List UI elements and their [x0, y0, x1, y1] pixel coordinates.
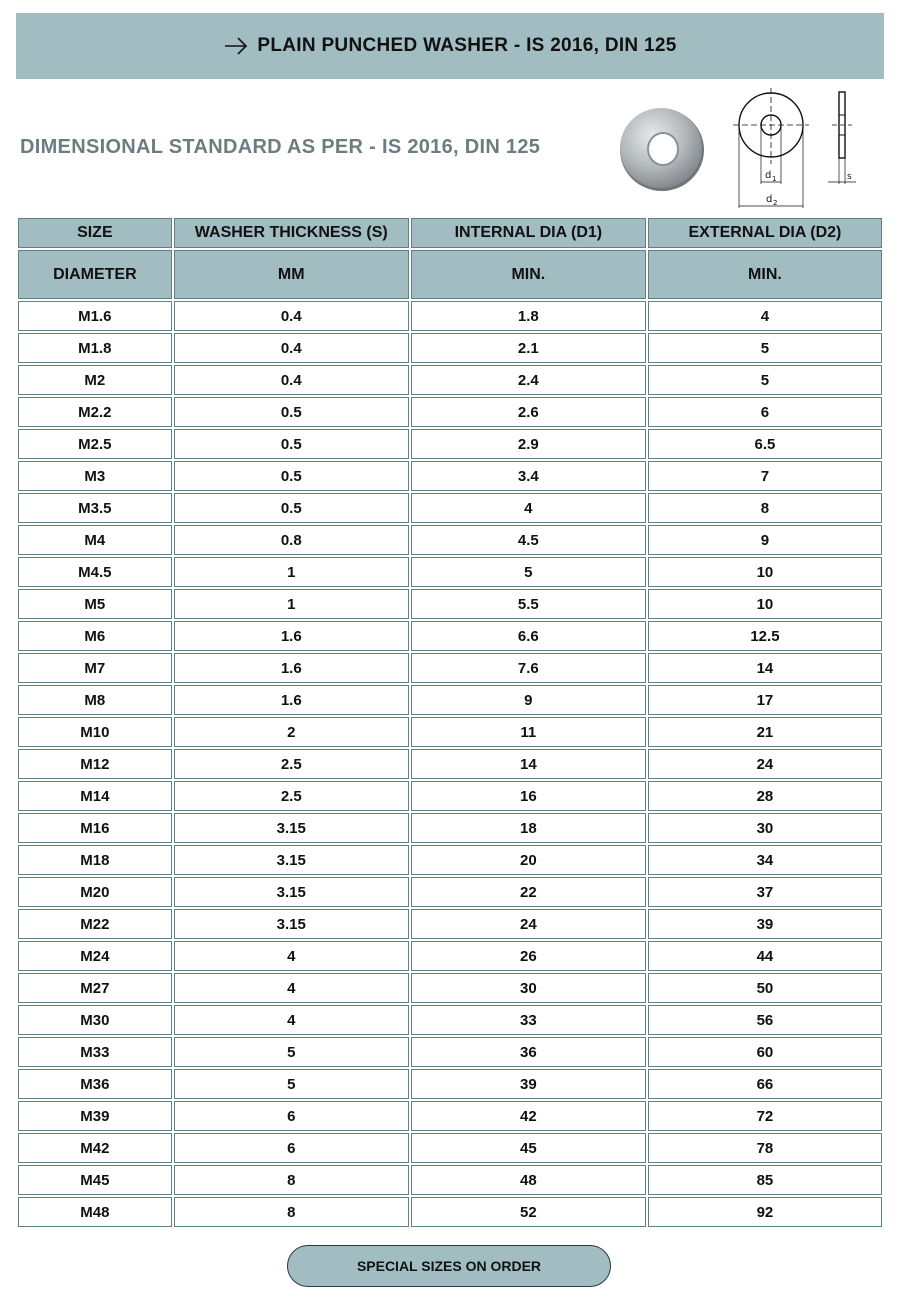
internal-dia-cell: 20: [411, 845, 646, 875]
thickness-cell: 3.15: [174, 845, 409, 875]
special-sizes-button[interactable]: SPECIAL SIZES ON ORDER: [287, 1245, 611, 1287]
subheader-min-d2: MIN.: [648, 250, 882, 299]
thickness-cell: 1.6: [174, 621, 409, 651]
size-cell: M1.6: [18, 301, 172, 331]
size-cell: M48: [18, 1197, 172, 1227]
size-cell: M2.2: [18, 397, 172, 427]
table-body: [18, 301, 882, 1227]
table-row: [18, 1069, 882, 1099]
internal-dia-cell: 7.6: [411, 653, 646, 683]
internal-dia-cell: 52: [411, 1197, 646, 1227]
thickness-cell: 0.4: [174, 301, 409, 331]
external-dia-cell: 56: [648, 1005, 882, 1035]
table-row: [18, 717, 882, 747]
internal-dia-cell: 2.1: [411, 333, 646, 363]
external-dia-cell: 30: [648, 813, 882, 843]
size-cell: M1.8: [18, 333, 172, 363]
external-dia-cell: 10: [648, 557, 882, 587]
table-row: [18, 1037, 882, 1067]
header-washer-thickness: WASHER THICKNESS (S): [174, 218, 409, 248]
size-cell: M18: [18, 845, 172, 875]
thickness-cell: 6: [174, 1101, 409, 1131]
external-dia-cell: 44: [648, 941, 882, 971]
internal-dia-cell: 48: [411, 1165, 646, 1195]
external-dia-cell: 12.5: [648, 621, 882, 651]
external-dia-cell: 6.5: [648, 429, 882, 459]
table-row: [18, 781, 882, 811]
page-title: PLAIN PUNCHED WASHER - IS 2016, DIN 125: [257, 35, 677, 56]
table-row: [18, 1197, 882, 1227]
size-cell: M3: [18, 461, 172, 491]
thickness-cell: 2: [174, 717, 409, 747]
internal-dia-cell: 2.4: [411, 365, 646, 395]
external-dia-cell: 28: [648, 781, 882, 811]
table-row: [18, 557, 882, 587]
size-cell: M4.5: [18, 557, 172, 587]
header-internal-dia: INTERNAL DIA (D1): [411, 218, 646, 248]
size-cell: M16: [18, 813, 172, 843]
internal-dia-cell: 45: [411, 1133, 646, 1163]
external-dia-cell: 7: [648, 461, 882, 491]
size-cell: M12: [18, 749, 172, 779]
internal-dia-cell: 18: [411, 813, 646, 843]
internal-dia-cell: 33: [411, 1005, 646, 1035]
thickness-cell: 4: [174, 973, 409, 1003]
d1-label-sub: 1: [772, 175, 777, 183]
size-cell: M10: [18, 717, 172, 747]
external-dia-cell: 37: [648, 877, 882, 907]
external-dia-cell: 14: [648, 653, 882, 683]
subheader-row: [18, 250, 882, 299]
washer-dimension-table: [16, 216, 884, 1229]
table-row: [18, 877, 882, 907]
thickness-cell: 0.5: [174, 429, 409, 459]
thickness-cell: 4: [174, 941, 409, 971]
external-dia-cell: 10: [648, 589, 882, 619]
d2-label-sub: 2: [773, 199, 778, 207]
table-row: [18, 1101, 882, 1131]
size-cell: M30: [18, 1005, 172, 1035]
internal-dia-cell: 5: [411, 557, 646, 587]
thickness-cell: 0.8: [174, 525, 409, 555]
thickness-cell: 3.15: [174, 877, 409, 907]
table-row: [18, 301, 882, 331]
thickness-cell: 6: [174, 1133, 409, 1163]
thickness-cell: 1: [174, 557, 409, 587]
thickness-cell: 3.15: [174, 813, 409, 843]
table-row: [18, 1133, 882, 1163]
size-cell: M2.5: [18, 429, 172, 459]
size-cell: M20: [18, 877, 172, 907]
table-row: [18, 1005, 882, 1035]
external-dia-cell: 5: [648, 333, 882, 363]
external-dia-cell: 8: [648, 493, 882, 523]
internal-dia-cell: 22: [411, 877, 646, 907]
thickness-cell: 1.6: [174, 653, 409, 683]
s-label: s: [847, 172, 852, 182]
table-row: [18, 1165, 882, 1195]
subheader-mm: MM: [174, 250, 409, 299]
internal-dia-cell: 24: [411, 909, 646, 939]
table-row: [18, 461, 882, 491]
size-cell: M24: [18, 941, 172, 971]
thickness-cell: 1: [174, 589, 409, 619]
dimensional-standard-subtitle: DIMENSIONAL STANDARD AS PER - IS 2016, DIN 125: [20, 136, 541, 158]
external-dia-cell: 66: [648, 1069, 882, 1099]
size-cell: M36: [18, 1069, 172, 1099]
header-row: [18, 218, 882, 248]
external-dia-cell: 5: [648, 365, 882, 395]
internal-dia-cell: 3.4: [411, 461, 646, 491]
washer-technical-drawing: [728, 84, 868, 212]
table-row: [18, 589, 882, 619]
table-row: [18, 493, 882, 523]
table-row: [18, 429, 882, 459]
internal-dia-cell: 9: [411, 685, 646, 715]
internal-dia-cell: 30: [411, 973, 646, 1003]
thickness-cell: 0.5: [174, 461, 409, 491]
size-cell: M2: [18, 365, 172, 395]
internal-dia-cell: 16: [411, 781, 646, 811]
internal-dia-cell: 39: [411, 1069, 646, 1099]
size-cell: M6: [18, 621, 172, 651]
internal-dia-cell: 11: [411, 717, 646, 747]
thickness-cell: 0.5: [174, 397, 409, 427]
size-cell: M5: [18, 589, 172, 619]
size-cell: M27: [18, 973, 172, 1003]
size-cell: M14: [18, 781, 172, 811]
thickness-cell: 0.4: [174, 333, 409, 363]
table-row: [18, 685, 882, 715]
washer-photo-icon: [618, 104, 708, 194]
internal-dia-cell: 5.5: [411, 589, 646, 619]
external-dia-cell: 6: [648, 397, 882, 427]
external-dia-cell: 39: [648, 909, 882, 939]
table-row: [18, 749, 882, 779]
thickness-cell: 1.6: [174, 685, 409, 715]
external-dia-cell: 21: [648, 717, 882, 747]
size-cell: M39: [18, 1101, 172, 1131]
internal-dia-cell: 42: [411, 1101, 646, 1131]
thickness-cell: 3.15: [174, 909, 409, 939]
table-row: [18, 365, 882, 395]
thickness-cell: 5: [174, 1037, 409, 1067]
size-cell: M42: [18, 1133, 172, 1163]
table-row: [18, 397, 882, 427]
internal-dia-cell: 2.9: [411, 429, 646, 459]
internal-dia-cell: 26: [411, 941, 646, 971]
size-cell: M7: [18, 653, 172, 683]
table-row: [18, 333, 882, 363]
size-cell: M33: [18, 1037, 172, 1067]
external-dia-cell: 92: [648, 1197, 882, 1227]
external-dia-cell: 60: [648, 1037, 882, 1067]
internal-dia-cell: 1.8: [411, 301, 646, 331]
internal-dia-cell: 2.6: [411, 397, 646, 427]
header-external-dia: EXTERNAL DIA (D2): [648, 218, 882, 248]
external-dia-cell: 34: [648, 845, 882, 875]
internal-dia-cell: 4: [411, 493, 646, 523]
size-cell: M22: [18, 909, 172, 939]
size-cell: M3.5: [18, 493, 172, 523]
external-dia-cell: 78: [648, 1133, 882, 1163]
external-dia-cell: 17: [648, 685, 882, 715]
d2-label: d: [766, 194, 773, 205]
external-dia-cell: 9: [648, 525, 882, 555]
arrow-right-icon: [223, 36, 249, 56]
table-row: [18, 653, 882, 683]
external-dia-cell: 85: [648, 1165, 882, 1195]
external-dia-cell: 72: [648, 1101, 882, 1131]
thickness-cell: 8: [174, 1165, 409, 1195]
d1-label: d: [765, 170, 772, 181]
thickness-cell: 4: [174, 1005, 409, 1035]
thickness-cell: 8: [174, 1197, 409, 1227]
subheader-min-d1: MIN.: [411, 250, 646, 299]
external-dia-cell: 24: [648, 749, 882, 779]
table-row: [18, 525, 882, 555]
table-row: [18, 973, 882, 1003]
header-size: SIZE: [18, 218, 172, 248]
table-row: [18, 909, 882, 939]
thickness-cell: 0.4: [174, 365, 409, 395]
thickness-cell: 2.5: [174, 781, 409, 811]
table-row: [18, 621, 882, 651]
table-row: [18, 845, 882, 875]
size-cell: M8: [18, 685, 172, 715]
internal-dia-cell: 36: [411, 1037, 646, 1067]
internal-dia-cell: 14: [411, 749, 646, 779]
internal-dia-cell: 6.6: [411, 621, 646, 651]
external-dia-cell: 4: [648, 301, 882, 331]
subheader-diameter: DIAMETER: [18, 250, 172, 299]
thickness-cell: 5: [174, 1069, 409, 1099]
title-banner: [16, 13, 884, 79]
table-row: [18, 813, 882, 843]
thickness-cell: 0.5: [174, 493, 409, 523]
thickness-cell: 2.5: [174, 749, 409, 779]
internal-dia-cell: 4.5: [411, 525, 646, 555]
external-dia-cell: 50: [648, 973, 882, 1003]
size-cell: M4: [18, 525, 172, 555]
size-cell: M45: [18, 1165, 172, 1195]
table-row: [18, 941, 882, 971]
